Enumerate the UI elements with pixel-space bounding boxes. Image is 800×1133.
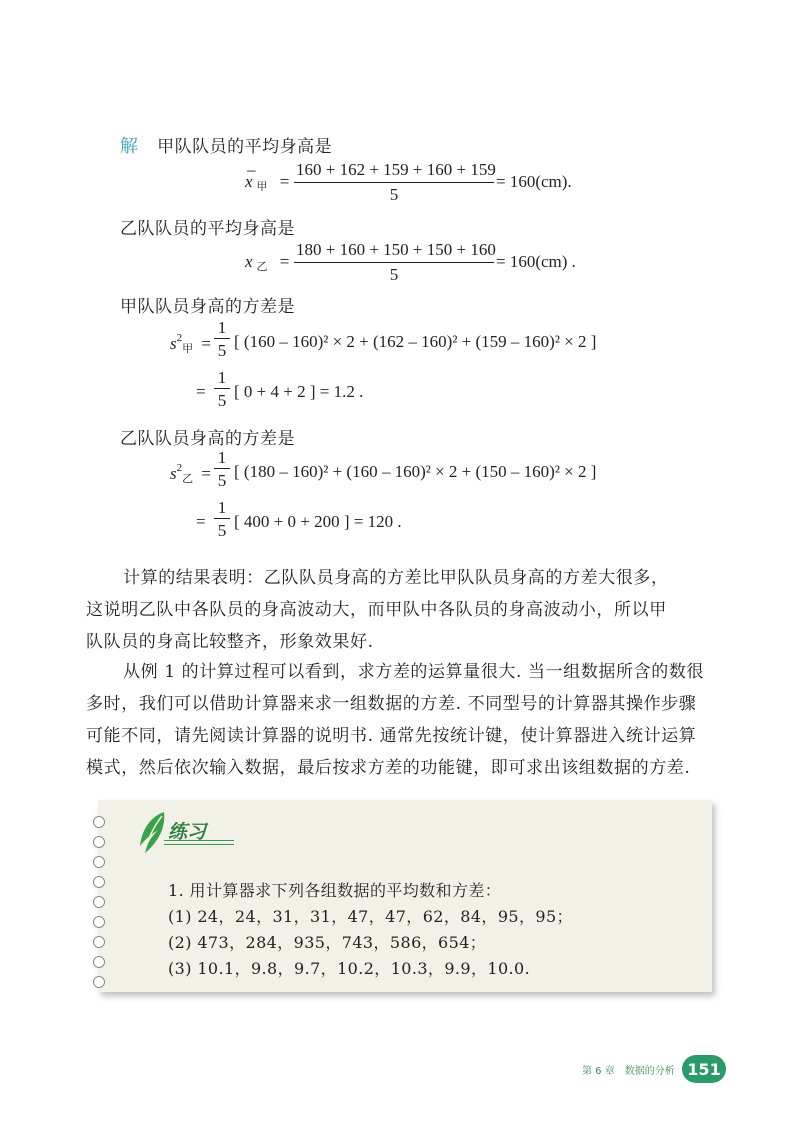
var-b-expression: [ (180 – 160)² + (160 – 160)² × 2 + (150 – 160)² × 2 ] (234, 462, 597, 481)
var-a-intro: 甲队队员身高的方差是 (120, 297, 295, 317)
calculator-line: 多时，我们可以借助计算器来求一组数据的方差. 不同型号的计算器其操作步骤 (86, 694, 697, 714)
exercise-question: 1. 用计算器求下列各组数据的平均数和方差： (168, 881, 502, 900)
conclusion-line: 这说明乙队中各队员的身高波动大，而甲队中各队员的身高波动小，所以甲 (86, 600, 667, 620)
binder-ring (93, 976, 105, 988)
var-a-result: [ 0 + 4 + 2 ] = 1.2 . (234, 382, 364, 401)
conclusion-line: 队队员的身高比较整齐，形象效果好. (86, 632, 374, 652)
binder-ring (93, 916, 105, 928)
leaf-icon (134, 808, 170, 858)
var-b-fraction-2: 1 5 (214, 498, 230, 541)
binder-ring (93, 856, 105, 868)
page-number: 151 (682, 1055, 726, 1083)
exercise-item: (1) 24，24，31，31，47，47，62，84，95，95； (168, 907, 573, 926)
mean-a-fraction (294, 160, 494, 205)
mean-b-numerator: 180 + 160 + 150 + 150 + 160 (296, 240, 496, 259)
mean-b-lhs: x $_乙$ = (245, 252, 290, 273)
mean-a-intro: 甲队队员的平均身高是 (157, 137, 333, 157)
mean-b-result: = 160(cm) . (496, 252, 576, 271)
var-a-lhs: $s^2_甲$ = (170, 332, 211, 355)
solution-heading (120, 132, 332, 158)
mean-b-intro: 乙队队员的平均身高是 (120, 219, 295, 239)
var-a-fraction-2: 1 5 (214, 368, 230, 411)
calculator-line: 可能不同，请先阅读计算器的说明书. 通常先按统计键，使计算器进入统计运算 (86, 726, 697, 746)
exercise-title: 练习 (168, 821, 207, 843)
conclusion-paragraph (86, 562, 723, 658)
var-b-intro: 乙队队员身高的方差是 (120, 429, 295, 449)
mean-a-lhs: – x $_甲$ = (245, 160, 290, 193)
mean-a-denominator: 5 (389, 185, 399, 204)
binder-ring (93, 936, 105, 948)
binder-ring (93, 956, 105, 968)
calculator-line: 模式，然后依次输入数据，最后按求方差的功能键，即可求出该组数据的方差. (86, 758, 691, 778)
exercise-item: (2) 473，284，935，743，586，654； (168, 933, 487, 952)
exercise-item: (3) 10.1，9.8，9.7，10.2，10.3，9.9，10.0. (168, 959, 531, 978)
mean-b-denominator: 5 (389, 265, 399, 284)
exercise-box (98, 800, 712, 992)
var-a-expression: [ (160 – 160)² × 2 + (162 – 160)² + (159 – 160)² × 2 ] (234, 332, 597, 351)
mean-a-result: = 160(cm). (496, 172, 572, 191)
binder-ring (93, 876, 105, 888)
var-b-equals: = (196, 512, 206, 531)
var-b-lhs: $s^2_乙$ = (170, 462, 211, 485)
calculator-line: 从例 1 的计算过程可以看到，求方差的运算量很大. 当一组数据所含的数很 (123, 662, 705, 682)
title-underline (164, 840, 234, 841)
title-underline (164, 844, 234, 845)
calculator-paragraph (86, 656, 723, 784)
var-b-fraction: 1 5 (214, 448, 230, 491)
mean-b-fraction (294, 240, 494, 285)
binder-ring (93, 816, 105, 828)
conclusion-line: 计算的结果表明：乙队队员身高的方差比甲队队员身高的方差大很多， (123, 568, 669, 588)
solution-label: 解 (120, 136, 138, 157)
binder-ring (93, 896, 105, 908)
chapter-label: 第 6 章 数据的分析 (582, 1066, 675, 1077)
var-a-fraction: 1 5 (214, 318, 230, 361)
mean-a-numerator: 160 + 162 + 159 + 160 + 159 (296, 160, 496, 179)
var-a-equals: = (196, 382, 206, 401)
var-b-result: [ 400 + 0 + 200 ] = 120 . (234, 512, 402, 531)
binder-ring (93, 836, 105, 848)
